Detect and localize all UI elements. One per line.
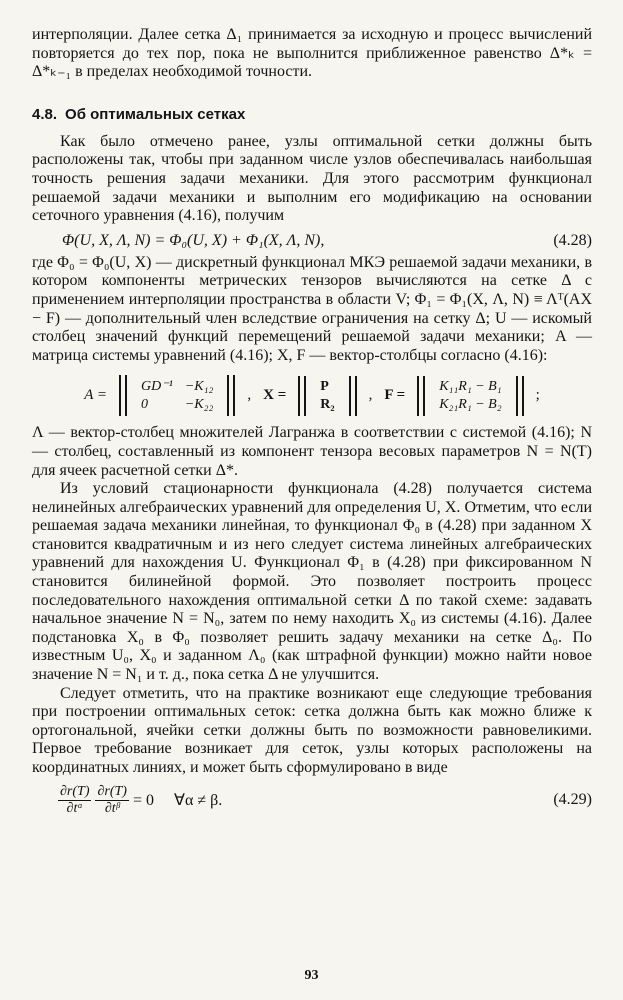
fraction-1-denominator: ∂tᵅ <box>66 800 83 816</box>
fraction-1 <box>58 784 91 817</box>
paragraph-1: Как было отмечено ранее, узлы оптимальной сетки должны быть расположены так, чтобы при заданном числе узлов обеспечивалась наибольшая точность решения задачи механики. Для этого рассмотрим функционал решаемой задачи механики и выполним его модификацию на основании сеточного уравнения (4.16), получим <box>32 132 592 225</box>
vector-x-label: X = <box>263 387 287 404</box>
matrix-definitions <box>32 375 592 416</box>
matrix-a <box>119 375 235 416</box>
matrix-terminator: ; <box>535 387 540 404</box>
matrix-a-cell: GD⁻¹ <box>141 379 173 395</box>
equation-4-29 <box>32 784 592 817</box>
paragraph-4: Из условий стационарности функционала (4.28) получается система нелинейных алгебраических уравнений для определения U, X. Отметим, что если решаемая задача механики линейная, то функционал Φ₀ в (4.28) при заданном X становится квадратичным и из него следует система линейных алгебраических уравнений для нахождения U. Функционал Φ₁ в (4.28) при фиксированном N становится билинейной формой. Это позволяет построить процесс последовательного нахождения оптимальной сетки Δ по такой схеме: задавать начальное значение N = N₀, затем по нему находить X₀ из системы (4.16). Далее подстановка X₀ в Φ₀ позволяет решить задачу механики на сетке Δ₀. По известным U₀, X₀ и заданном Λ₀ (как штрафной функции) можно найти новое значение N = N₁ и т. д., пока сетка Δ не улучшится. <box>32 480 592 684</box>
vector-f-cell: K₂₁R₁ − B₂ <box>439 396 502 412</box>
vector-f <box>417 376 523 416</box>
fraction-2-denominator: ∂tᵝ <box>104 800 120 816</box>
equation-4-28 <box>32 232 592 250</box>
page-number: 93 <box>304 968 319 983</box>
section-title: Об оптимальных сетках <box>65 105 246 123</box>
vector-f-label: F = <box>384 387 406 404</box>
matrix-separator: , <box>368 387 373 404</box>
matrix-a-cell: −K₂₂ <box>184 397 214 413</box>
section-number: 4.8. <box>32 105 58 123</box>
vector-x <box>298 376 356 416</box>
vector-f-cell: K₁₁R₁ − B₁ <box>439 378 502 394</box>
equation-4-29-rest: = 0 ∀α ≠ β. <box>132 792 223 810</box>
page-content <box>32 26 592 817</box>
equation-4-28-formula: Φ(U, X, Λ, N) = Φ₀(U, X) + Φ₁(X, Λ, N), <box>62 231 325 249</box>
paragraph-3: Λ — вектор-столбец множителей Лагранжа в соответствии с системой (4.16); N — столбец, составленный из компонент тензора весовых параметров N = N(T) для ячеек расчетной сетки Δ*. <box>32 424 592 479</box>
equation-4-29-number: (4.29) <box>553 791 592 809</box>
vector-x-cell: R₂ <box>320 396 335 412</box>
equation-4-28-number: (4.28) <box>553 231 592 249</box>
matrix-a-cell: −K₁₂ <box>184 378 214 394</box>
paragraph-5: Следует отметить, что на практике возникают еще следующие требования при построении оптимальных сеток: сетка должна быть как можно ближе к ортогональной, ячейки сетки должны быть по возможности равновеликими. Первое требование возникает для сеток, узлы которых расположены на координатных линиях, и может быть сформулировано в виде <box>32 684 592 776</box>
matrix-a-cell: 0 <box>141 397 149 413</box>
matrix-separator: , <box>247 387 252 404</box>
equation-4-29-formula <box>58 784 222 817</box>
fraction-2 <box>95 784 128 817</box>
fraction-1-numerator: ∂r(T) <box>60 783 90 799</box>
paragraph-2: где Φ₀ = Φ₀(U, X) — дискретный функционал МКЭ решаемой задачи механики, в котором компоненты метрических тензоров вычисляются на сетке Δ с применением интерполяции пространства в области V; Φ₁ = Φ₁(X, Λ, N) ≡ Λᵀ(AX − F) — дополнительный член вследствие ограничения на сетку Δ; U — искомый столбец значений функций перемещений решаемой задачи механики; A — матрица системы уравнений (4.16); X, F — вектор-столбцы согласно (4.16): <box>32 253 592 364</box>
section-heading <box>32 106 592 123</box>
fraction-2-numerator: ∂r(T) <box>97 783 127 799</box>
paragraph-intro: интерполяции. Далее сетка Δ₁ принимается за исходную и процесс вычислений повторяется до тех пор, пока не выполнится приближенное равенство Δ*ₖ = Δ*ₖ₋₁ в пределах необходимой точности. <box>32 26 592 81</box>
vector-x-cell: P <box>320 378 329 394</box>
matrix-a-label: A = <box>84 387 108 404</box>
